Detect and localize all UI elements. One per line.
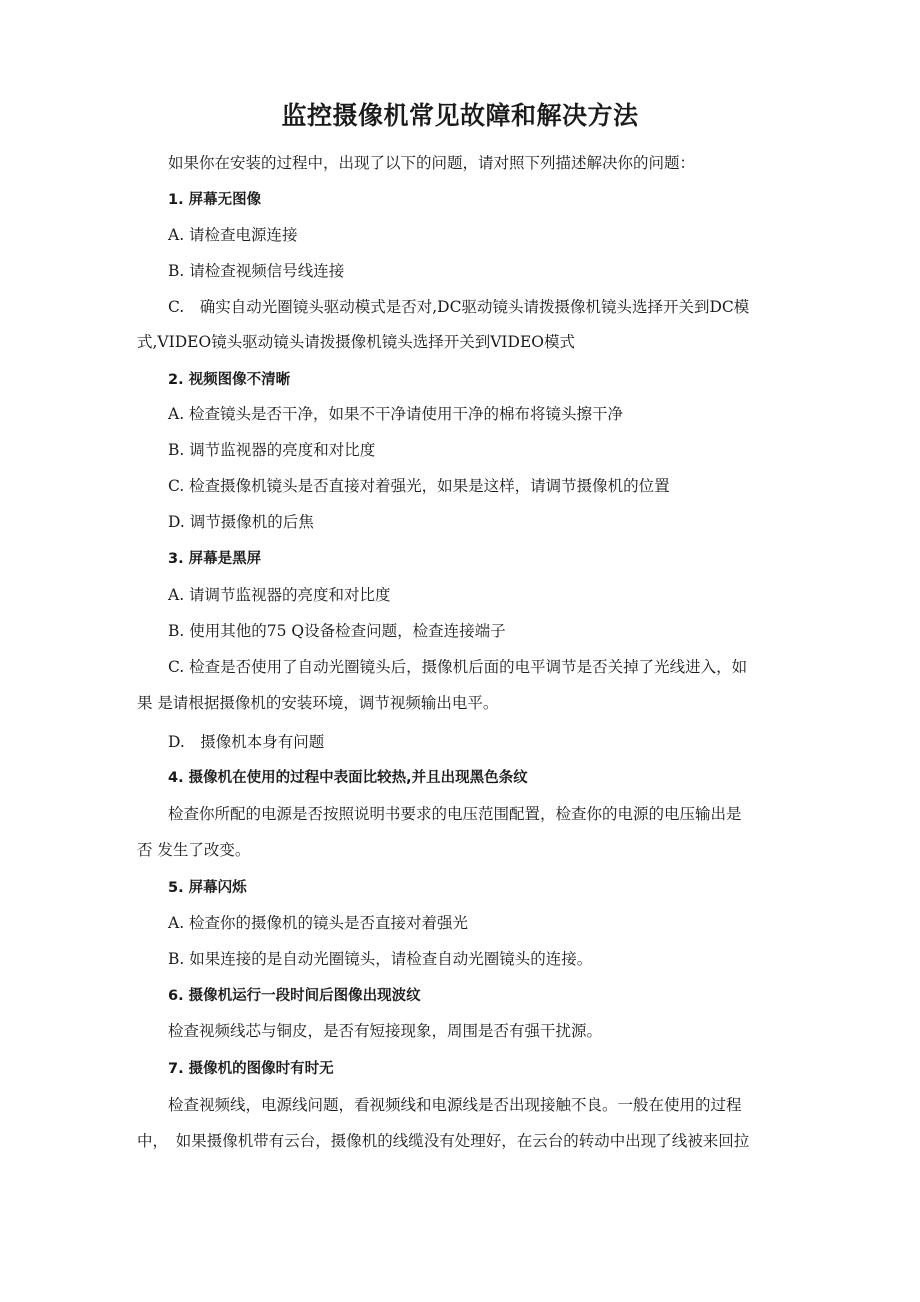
list-item-continuation: 式,VIDEO镜头驱动镜头请拨摄像机镜头选择开关到VIDEO模式 xyxy=(137,333,575,351)
section-heading: 7. 摄像机的图像时有时无 xyxy=(168,1061,334,1077)
section-heading: 3. 屏幕是黑屏 xyxy=(168,551,262,567)
paragraph-line: 检查视频线，电源线问题，看视频线和电源线是否出现接触不良。一般在使用的过程 xyxy=(168,1096,742,1114)
list-item: A. 检查你的摄像机的镜头是否直接对着强光 xyxy=(168,914,469,932)
list-item-continuation: 果 是请根据摄像机的安装环境，调节视频输出电平。 xyxy=(137,694,499,712)
list-item: B. 请检查视频信号线连接 xyxy=(168,262,345,280)
list-item: D. 摄像机本身有问题 xyxy=(168,733,325,751)
list-item: B. 调节监视器的亮度和对比度 xyxy=(168,441,376,459)
paragraph-line: 检查你所配的电源是否按照说明书要求的电压范围配置，检查你的电源的电压输出是 xyxy=(168,805,742,823)
list-item: D. 调节摄像机的后焦 xyxy=(168,513,314,531)
list-item: B. 使用其他的75 Q设备检查问题，检查连接端子 xyxy=(168,622,506,640)
section-heading: 4. 摄像机在使用的过程中表面比较热,并且出现黑色条纹 xyxy=(168,770,528,786)
paragraph-line: 否 发生了改变。 xyxy=(137,841,251,859)
list-item: B. 如果连接的是自动光圈镜头，请检查自动光圈镜头的连接。 xyxy=(168,950,593,968)
list-item: A. 请检查电源连接 xyxy=(168,226,298,244)
list-item: C. 检查是否使用了自动光圈镜头后，摄像机后面的电平调节是否关掉了光线进入，如 xyxy=(168,658,748,676)
paragraph-line: 检查视频线芯与铜皮，是否有短接现象，周围是否有强干扰源。 xyxy=(168,1022,603,1040)
section-heading: 5. 屏幕闪烁 xyxy=(168,880,247,896)
section-heading: 1. 屏幕无图像 xyxy=(168,192,262,208)
section-heading: 2. 视频图像不清晰 xyxy=(168,372,291,388)
list-item: A. 请调节监视器的亮度和对比度 xyxy=(168,586,391,604)
document-title: 监控摄像机常见故障和解决方法 xyxy=(281,101,639,130)
paragraph-line: 中， 如果摄像机带有云台，摄像机的线缆没有处理好，在云台的转动中出现了线被来回拉 xyxy=(137,1132,750,1150)
list-item: C. 检查摄像机镜头是否直接对着强光，如果是这样，请调节摄像机的位置 xyxy=(168,477,670,495)
list-item: C. 确实自动光圈镜头驱动模式是否对,DC驱动镜头请拨摄像机镜头选择开关到DC模 xyxy=(168,298,750,316)
intro-paragraph: 如果你在安装的过程中，出现了以下的问题，请对照下列描述解决你的问题： xyxy=(168,154,696,172)
section-heading: 6. 摄像机运行一段时间后图像出现波纹 xyxy=(168,988,421,1004)
list-item: A. 检查镜头是否干净，如果不干净请使用干净的棉布将镜头擦干净 xyxy=(168,405,624,423)
